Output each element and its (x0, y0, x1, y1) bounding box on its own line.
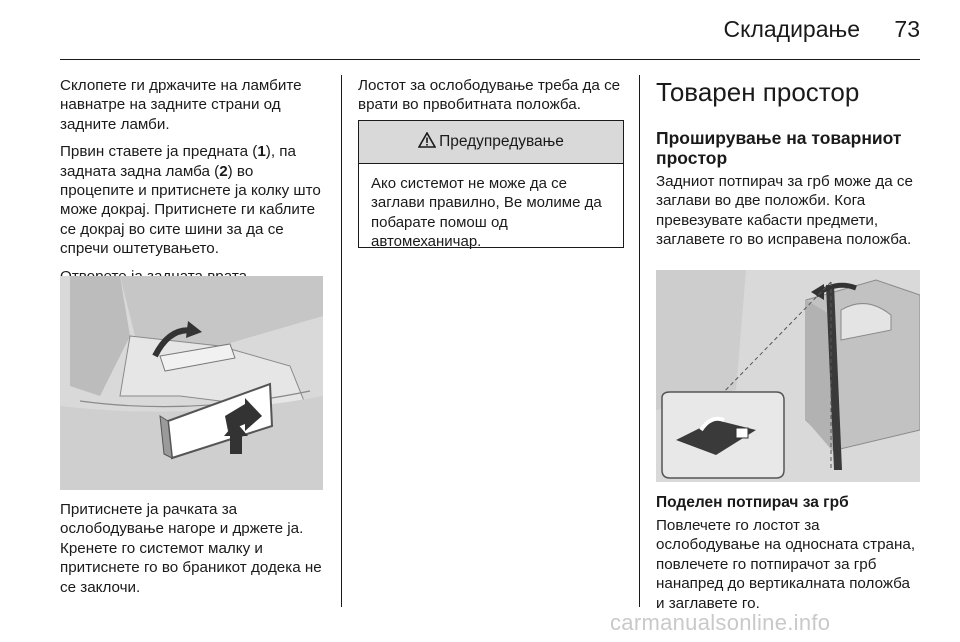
warning-header (359, 121, 623, 164)
figure-bike-carrier-bumper (60, 276, 323, 490)
paragraph-fold-holders: Склопете ги држачите на ламбите навнатре на задните страни од задните ламби. (60, 77, 302, 133)
warning-title: Предупредување (439, 133, 564, 150)
warning-box (358, 120, 624, 251)
column-1 (60, 76, 330, 294)
paragraph-insert-lamps: Првин ставете ја предната (1), па задната задна ламба (2) во процепите и притиснете ја колку што може докрај. Притиснете ги каблите се докрај во сите шини за да се спречи оштетувањето. (60, 143, 321, 258)
column-2 (358, 76, 624, 123)
warning-text: Ако системот не може да се заглави правилно, Ве молиме да побарате помош од автомеханичар. (371, 175, 602, 251)
paragraph-pull-lever: Повлечете го лостот за ослободување на односната страна, повлечете го потпирачот за грб нанапред до вертикалната положба и заглавете го. (656, 517, 916, 612)
paragraph-backrest-positions: Задниот потпирач за грб може да се заглави во две положби. Кога превезувате кабасти предмети, заглавете го во исправена положба. (656, 173, 913, 249)
column-divider-1 (341, 75, 342, 607)
page-number: 73 (894, 16, 920, 42)
figure-rear-seat-backrest (656, 270, 920, 482)
warning-triangle-icon (418, 132, 436, 153)
section-heading: Товарен простор (656, 77, 860, 107)
paragraph-press-release-handle: Притиснете ја рачката за ослободување нагоре и држете ја. Кренете го системот малку и притиснете го во браникот додека не се заклочи. (60, 501, 322, 596)
column-divider-2 (639, 75, 640, 607)
column-3 (656, 172, 922, 258)
header-divider (60, 59, 920, 60)
page-title: Складирање (723, 16, 860, 42)
column-3-bottom (656, 516, 922, 621)
paragraph-lever-return: Лостот за ослободување треба да се врати во првобитната положба. (358, 77, 621, 114)
subheading-split-backrest: Поделен потпирач за грб (656, 494, 849, 511)
watermark: carmanualsonline.info (610, 610, 831, 635)
column-1-bottom (60, 500, 330, 605)
subsection-heading: Проширување на товарниот простор (656, 128, 902, 168)
